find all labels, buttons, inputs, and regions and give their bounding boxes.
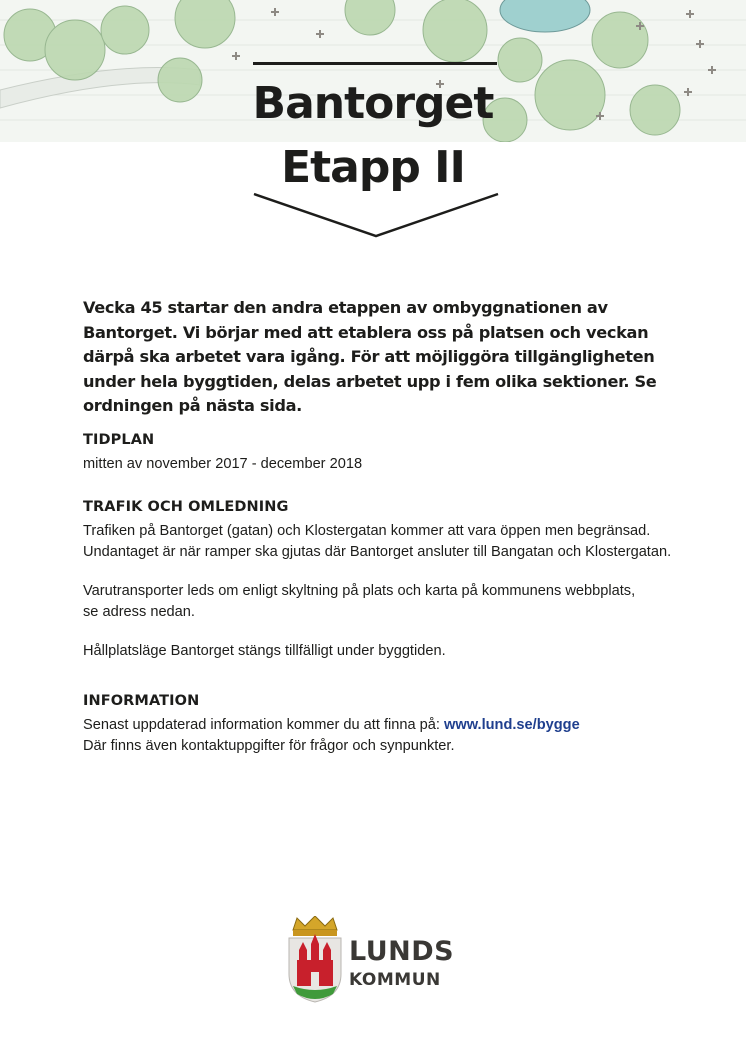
section-text: mitten av november 2017 - december 2018 [83, 456, 363, 472]
logo-line1: LUNDS [349, 936, 455, 967]
information-line-1 [83, 715, 723, 736]
section-heading: INFORMATION [83, 693, 200, 709]
section-tidplan [83, 432, 723, 475]
deliveries-line-2: se adress nedan. [83, 604, 195, 620]
section-heading: TRAFIK OCH OMLEDNING [83, 499, 289, 515]
section-heading: TIDPLAN [83, 432, 155, 448]
chevron-down-icon [253, 190, 499, 240]
coat-of-arms-icon [287, 916, 343, 1004]
lead-paragraph: Vecka 45 startar den andra etappen av ombyggnationen av Bantorget. Vi börjar med att etablera oss på platsen och veckan därpå ska arbetet vara igång. För att möjliggöra tillgängligheten under hela byggtiden, delas arbetet upp i fem olika sektioner. Se ordningen på nästa sida. [83, 298, 657, 415]
page-title-line1: Bantorget [252, 78, 494, 129]
section-information [83, 693, 723, 757]
information-line-2: Där finns även kontaktuppgifter för frågor och synpunkter. [83, 738, 455, 754]
bus-stop-note: Hållplatsläge Bantorget stängs tillfälligt under byggtiden. [83, 643, 446, 659]
section-trafik [83, 499, 723, 662]
lunds-kommun-logo [287, 916, 477, 1006]
title-block [0, 0, 746, 240]
logo-line2: KOMMUN [349, 970, 441, 990]
title-top-rule [253, 62, 497, 65]
deliveries-line-1: Varutransporter leds om enligt skyltning på plats och karta på kommunens webbplats, [83, 583, 636, 599]
page-title-line2: Etapp II [281, 142, 465, 193]
information-prefix: Senast uppdaterad information kommer du att finna på: [83, 717, 445, 733]
traffic-line-1: Trafiken på Bantorget (gatan) och Klostergatan kommer att vara öppen men begränsad. [83, 523, 651, 539]
website-link[interactable]: www.lund.se/bygge [444, 717, 580, 733]
traffic-line-2: Undantaget är när ramper ska gjutas där Bantorget ansluter till Bangatan och Klostergatan. [83, 544, 672, 560]
